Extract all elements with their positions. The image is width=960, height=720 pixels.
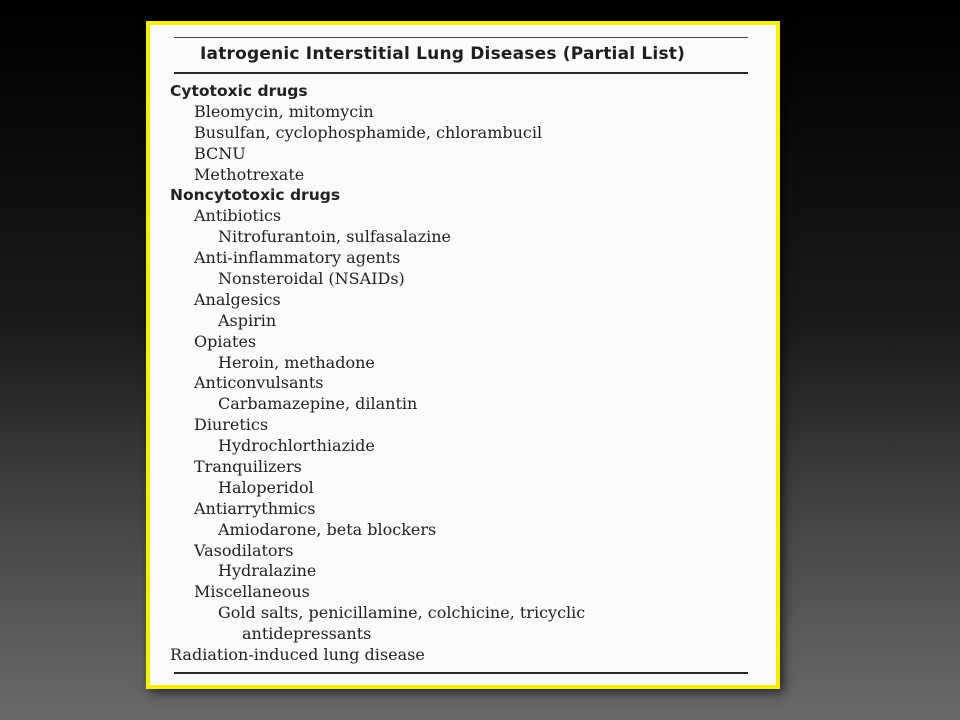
list-item: BCNU (194, 143, 246, 163)
list-item: Miscellaneous (194, 582, 310, 602)
list-item: Analgesics (194, 289, 281, 309)
table-title: Iatrogenic Interstitial Lung Diseases (Partial List) (200, 44, 686, 64)
list-item: Heroin, methadone (218, 352, 375, 372)
list-item: Nonsteroidal (NSAIDs) (218, 269, 405, 289)
list-item: Opiates (194, 331, 257, 351)
category-heading: Radiation-induced lung disease (170, 645, 425, 665)
list-item: Hydrochlorthiazide (218, 436, 375, 456)
list-item: Methotrexate (194, 164, 305, 184)
list-item: Gold salts, penicillamine, colchicine, tricyclic (218, 603, 586, 623)
table-body (170, 81, 766, 666)
list-item: Amiodarone, beta blockers (218, 519, 437, 539)
list-item: Busulfan, cyclophosphamide, chlorambucil (194, 122, 543, 142)
list-item: Vasodilators (194, 540, 294, 560)
top-rule (174, 37, 748, 38)
category-heading: Cytotoxic drugs (170, 82, 308, 100)
list-item: Antibiotics (194, 206, 282, 226)
title-rule (174, 72, 748, 74)
list-item: Anticonvulsants (194, 373, 324, 393)
scanned-table (150, 25, 776, 685)
list-item: antidepressants (242, 624, 372, 644)
list-item: Nitrofurantoin, sulfasalazine (218, 227, 452, 247)
list-item: Haloperidol (218, 477, 314, 497)
list-item: Bleomycin, mitomycin (194, 101, 374, 121)
list-item: Anti-inflammatory agents (194, 248, 401, 268)
list-item: Tranquilizers (194, 457, 302, 477)
list-item: Antiarrythmics (194, 498, 316, 518)
category-heading: Noncytotoxic drugs (170, 186, 341, 205)
list-item: Diuretics (194, 415, 269, 435)
list-item: Hydralazine (218, 561, 317, 581)
document-frame (146, 21, 780, 689)
bottom-rule (174, 672, 748, 674)
list-item: Aspirin (218, 310, 277, 330)
list-item: Carbamazepine, dilantin (218, 394, 418, 414)
